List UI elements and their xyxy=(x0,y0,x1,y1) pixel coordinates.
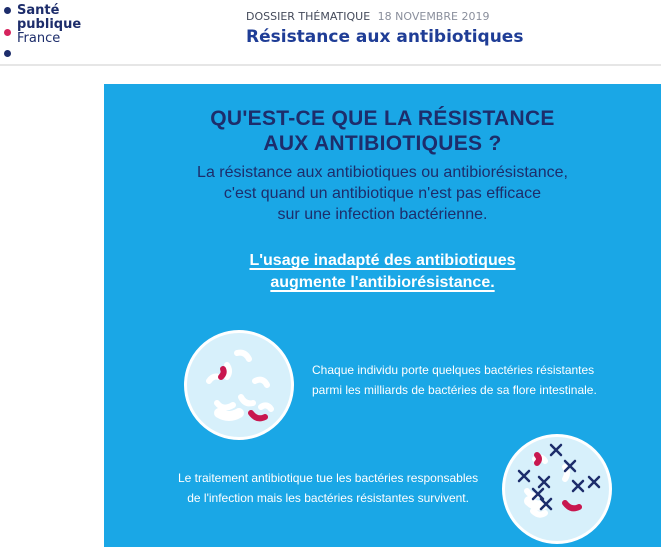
infographic-title-line: QU'EST-CE QUE LA RÉSISTANCE xyxy=(210,107,555,130)
infographic-title-line: AUX ANTIBIOTIQUES ? xyxy=(263,132,502,155)
killed-bacteria-icon xyxy=(502,434,612,544)
fact-line: parmi les milliards de bactéries de sa flore intestinale. xyxy=(312,383,597,397)
logo-line-france: France xyxy=(17,31,61,46)
logo-line-publique: publique xyxy=(17,17,82,32)
site-header xyxy=(0,0,661,66)
usage-highlight xyxy=(104,250,661,294)
intro-line: c'est quand un antibiotique n'est pas efficace xyxy=(223,185,542,202)
infographic-intro xyxy=(104,162,661,225)
fact-resistant-bacteria xyxy=(312,360,597,400)
bacteria-flora-icon xyxy=(184,330,294,440)
page-title: Résistance aux antibiotiques xyxy=(246,27,524,47)
logo-text xyxy=(17,4,81,46)
article-date: 18 NOVEMBRE 2019 xyxy=(377,10,490,23)
intro-line: La résistance aux antibiotiques ou antibiorésistance, xyxy=(197,164,568,181)
intro-line: sur une infection bactérienne. xyxy=(277,206,488,223)
fact-treatment xyxy=(178,468,478,508)
logo-dots-icon xyxy=(4,7,12,59)
fact-line: de l'infection mais les bactéries résistantes survivent. xyxy=(187,491,469,505)
article-kicker: DOSSIER THÉMATIQUE xyxy=(246,10,371,23)
site-logo[interactable] xyxy=(4,4,84,60)
infographic-title xyxy=(104,106,661,156)
article-meta xyxy=(246,10,489,23)
logo-line-sante: Santé xyxy=(17,3,60,18)
usage-line: augmente l'antibiorésistance. xyxy=(270,274,495,291)
usage-line: L'usage inadapté des antibiotiques xyxy=(249,252,516,269)
fact-line: Chaque individu porte quelques bactéries résistantes xyxy=(312,363,595,377)
infographic-panel xyxy=(104,84,661,547)
fact-line: Le traitement antibiotique tue les bactéries responsables xyxy=(178,471,479,485)
